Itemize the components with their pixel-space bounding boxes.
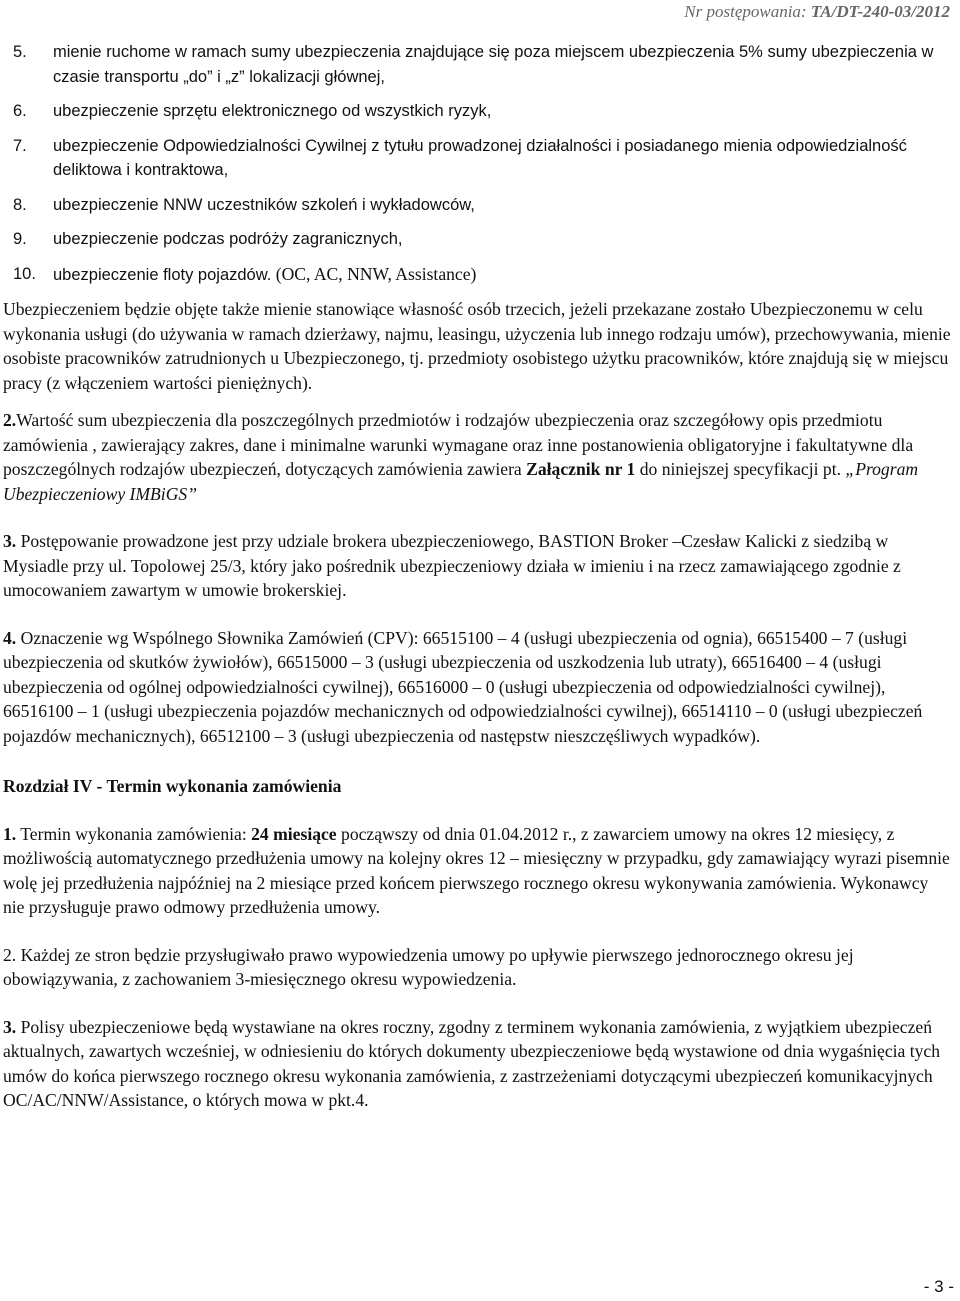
section-number: 3. [3,531,17,551]
section-text: Postępowanie prowadzone jest przy udziale brokera ubezpieczeniowego, BASTION Broker –Czesław Kalicki z siedzibą w Mysiadle przy ul. Topolowej 25/3, który jako pośrednik ubezpieczeniowy działa w imieniu i na rzecz zamawiającego zgodnie z umocowaniem zawartym w umowie brokerskiej. [3,531,901,600]
list-item-8 [3,193,951,218]
item-number: 2. [3,944,17,965]
page-number: - 3 - [923,1277,954,1296]
section-text-cont: do niniejszej specyfikacji pt. [635,459,846,479]
item-number: 3. [3,1016,17,1037]
section-number: 2. [3,410,17,430]
section-4 [3,626,951,749]
list-item-number: 10. [13,264,36,283]
chapter-item-1 [3,822,951,920]
item-number: 1. [3,823,17,844]
chapter-heading: Rozdział IV - Termin wykonania zamówienia [3,776,342,796]
item-text: Termin wykonania zamówienia: [16,823,252,844]
chapter-item-3 [3,1015,951,1113]
list-item-7 [3,134,951,183]
list-item-text: ubezpieczenie Odpowiedzialności Cywilnej z tytułu prowadzonej działalności i posiadanego mienia odpowiedzialność deliktowa i kontraktowa, [53,136,907,179]
list-item-10 [3,262,951,288]
section-2 [3,408,951,506]
case-number: TA/DT-240-03/2012 [810,2,950,21]
item-text: Polisy ubezpieczeniowe będą wystawiane na okres roczny, zgodny z terminem wykonania zamówienia, z wyjątkiem ubezpieczeń aktualnych, zawartych wcześniej, w odniesieniu do których dokumenty ubezpieczeniowe będą wystawione od dnia wygaśnięcia tych umów do końca pierwszego rocznego okresu wykonania zamówienia, z zastrzeżeniami dotyczącymi ubezpieczeń komunikacyjnych OC/AC/NNW/Assistance, o których mowa w pkt.4. [3,1016,941,1110]
document-body [3,40,951,1113]
list-item-text: mienie ruchome w ramach sumy ubezpieczenia znajdujące się poza miejscem ubezpieczenia 5% sumy ubezpieczenia w czasie transportu „do” i „z” lokalizacji głównej, [53,43,934,86]
list-item-5 [3,40,951,89]
attachment-reference: Załącznik nr 1 [526,459,636,479]
item-text-cont: począwszy od dnia 01.04.2012 r., z zawarciem umowy na okres 12 miesięcy, z możliwością automatycznego przedłużenia umowy na kolejny okres 12 – miesięczny w przypadku, gdy zamawiający wyrazi pisemnie wolę jej przedłużenia najpóźniej na 2 miesiące przed końcem pierwszego rocznego okresu wykonywania zamówienia. Wykonawcy nie przysługuje prawo odmowy przedłużenia umowy. [3,823,950,917]
duration: 24 miesiące [251,823,337,844]
list-item-number: 8. [13,195,27,214]
section-text: Oznaczenie wg Wspólnego Słownika Zamówień (CPV): 66515100 – 4 (usługi ubezpieczenia od ognia), 66515400 – 7 (usługi ubezpieczenia od skutków żywiołów), 66515000 – 3 (usługi ubezpieczenia od uszkodzenia lub utraty), 66516400 – 4 (usługi ubezpieczenia od ogólnej odpowiedzialności cywilnej), 66516000 – 0 (usługi ubezpieczenia od odpowiedzialności cywilnej), 66516100 – 1 (usługi ubezpieczenia pojazdów mechanicznych od odpowiedzialności cywilnej), 66514110 – 0 (usługi ubezpieczeń pojazdów mechanicznych), 66512100 – 3 (usługi ubezpieczenia od następstw nieszczęśliwych wypadków). [3,627,923,746]
item-text: Każdej ze stron będzie przysługiwało prawo wypowiedzenia umowy po upływie pierwszego jednorocznego okresu jej obowiązywania, z zachowaniem 3-miesięcznego okresu wypowiedzenia. [3,944,854,989]
list-item-number: 7. [13,136,27,155]
section-3 [3,529,951,603]
list-item-number: 9. [13,230,27,248]
program-title: „Program Ubezpieczeniowy IMBiGS” [3,459,919,504]
list-item-number: 6. [13,102,27,120]
page-header [684,2,950,22]
list-item-text: ubezpieczenie podczas podróży zagranicznych, [53,230,403,248]
list-item-text: ubezpieczenie sprzętu elektronicznego od wszystkich ryzyk, [53,102,492,120]
list-item-6 [3,99,951,124]
section-number: 4. [3,627,17,648]
list-item-text: ubezpieczenie NNW uczestników szkoleń i wykładowców, [53,195,475,214]
section-text: Wartość sum ubezpieczenia dla poszczególnych przedmiotów i rodzajów ubezpieczenia oraz szczegółowy opis przedmiotu zamówienia , zawierający zakres, dane i minimalne warunki wymagane oraz inne postanowienia obligatoryjne i fakultatywne dla poszczególnych rodzajów ubezpieczeń, dotyczących zamówienia zawiera [3,410,914,479]
list-item-number: 5. [13,43,27,61]
list-item-text-suffix: (OC, AC, NNW, Assistance) [271,263,477,284]
list-item-9 [3,227,951,252]
header-label: Nr postępowania: [684,2,811,21]
list-item-text: ubezpieczenie floty pojazdów. [53,265,272,284]
chapter-item-2 [3,943,951,992]
paragraph-third-party-property: Ubezpieczeniem będzie objęte także mienie stanowiące własność osób trzecich, jeżeli przekazane zostało Ubezpieczonemu w celu wykonania usługi (do używania w ramach dzierżawy, najmu, leasingu, użyczenia lub innego rodzaju umów), przechowywania, mienie osobiste pracowników zatrudnionych u Ubezpieczonego, tj. przedmioty osobistego użytku pracowników, które znajdują się w miejscu pracy (z włączeniem wartości pieniężnych). [3,299,951,393]
